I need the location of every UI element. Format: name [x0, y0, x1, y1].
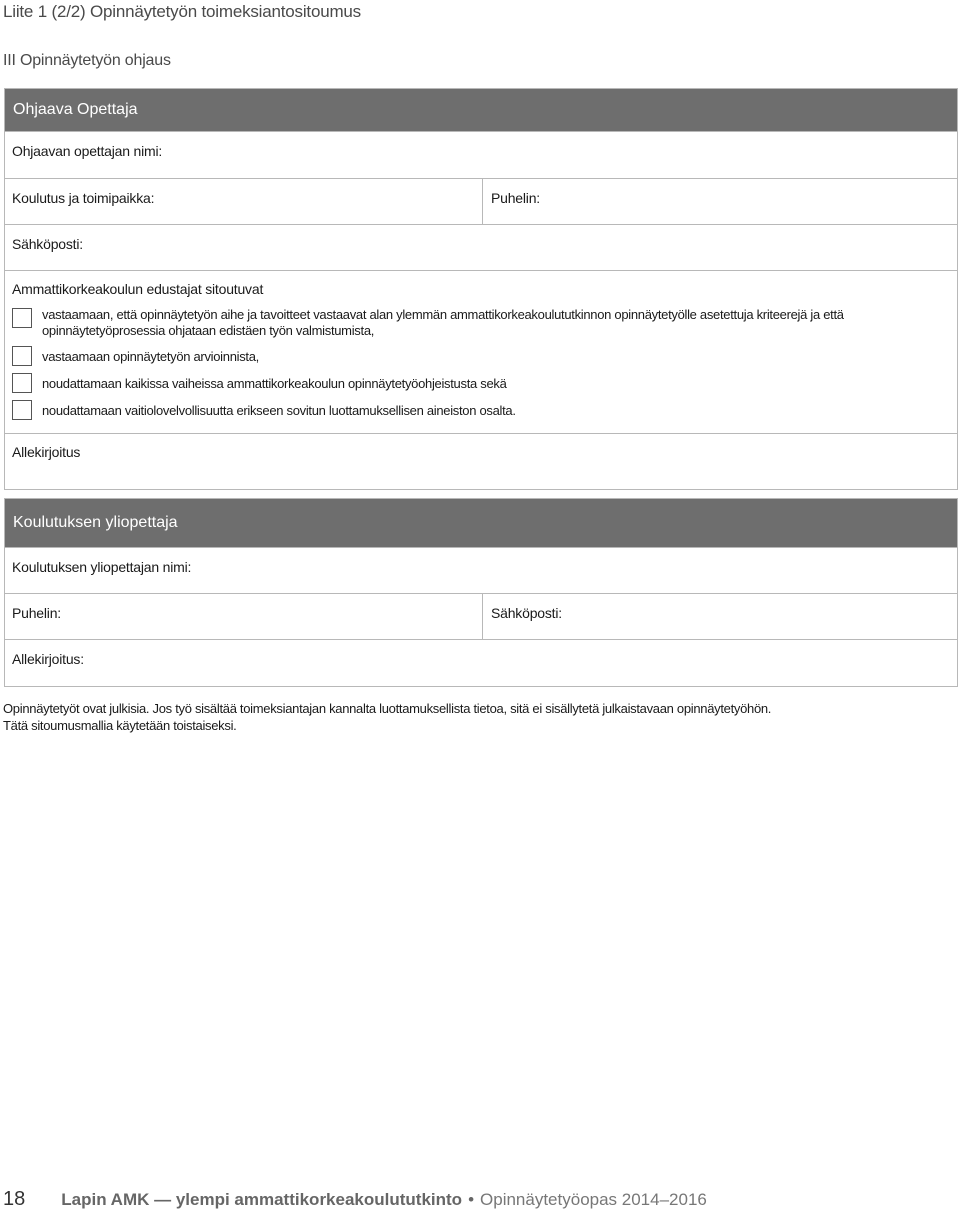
footer-publication: Opinnäytetyöopas 2014–2016 [480, 1190, 707, 1209]
supervisor-email-field[interactable]: Sähköposti: [12, 236, 83, 252]
senior-lecturer-signature-field[interactable]: Allekirjoitus: [12, 651, 84, 667]
page-number: 18 [3, 1188, 26, 1210]
footer-publisher: Lapin AMK — ylempi ammattikorkeakoulututkinto [61, 1190, 463, 1209]
senior-lecturer-header: Koulutuksen yliopettaja [5, 499, 957, 547]
senior-lecturer-name-row [5, 547, 957, 593]
section-title: III Opinnäytetyön ohjaus [3, 52, 171, 69]
commitment-item [12, 345, 957, 366]
supervisor-form [4, 88, 958, 490]
supervisor-email-row [5, 224, 957, 270]
commitment-text: noudattamaan kaikissa vaiheissa ammattikorkeakoulun opinnäytetyöohjeistusta sekä [42, 376, 507, 391]
public-notice-line-2: Tätä sitoumusmallia käytetään toistaiseksi. [3, 718, 237, 733]
commitment-text: vastaamaan opinnäytetyön arvioinnista, [42, 349, 259, 364]
supervisor-name-field[interactable]: Ohjaavan opettajan nimi: [12, 143, 163, 159]
senior-lecturer-contact-row [5, 593, 957, 639]
supervisor-phone-field[interactable]: Puhelin: [491, 190, 540, 206]
public-notice [3, 700, 771, 734]
supervisor-name-row [5, 131, 957, 178]
commitment-checkbox-1[interactable] [12, 308, 32, 328]
commitment-item [12, 399, 957, 420]
supervisor-unit-field[interactable]: Koulutus ja toimipaikka: [5, 179, 483, 224]
senior-lecturer-phone-field[interactable]: Puhelin: [5, 594, 483, 639]
senior-lecturer-name-field[interactable]: Koulutuksen yliopettajan nimi: [12, 559, 192, 575]
senior-lecturer-form [4, 498, 958, 687]
public-notice-line-1: Opinnäytetyöt ovat julkisia. Jos työ sisältää toimeksiantajan kannalta luottamuksellista tietoa, sitä ei sisällytetä julkaistavaan opinnäytetyöhön. [3, 701, 772, 716]
supervisor-header: Ohjaava Opettaja [5, 89, 957, 131]
supervisor-signature-field[interactable]: Allekirjoitus [5, 433, 957, 489]
commitment-item [12, 372, 957, 393]
commitment-checkbox-2[interactable] [12, 346, 32, 366]
document-title: Liite 1 (2/2) Opinnäytetyön toimeksiantositoumus [3, 2, 361, 21]
senior-lecturer-email-field[interactable]: Sähköposti: [491, 605, 562, 621]
page-footer [3, 1188, 707, 1211]
supervisor-unit-row [5, 178, 957, 224]
commitments-intro: Ammattikorkeakoulun edustajat sitoutuvat [12, 281, 264, 297]
footer-separator: • [468, 1190, 475, 1209]
commitments-block [5, 270, 957, 433]
commitment-checkbox-3[interactable] [12, 373, 32, 393]
commitment-text: noudattamaan vaitiolovelvollisuutta erikseen sovitun luottamuksellisen aineiston osalta. [42, 403, 516, 418]
commitment-item [12, 306, 957, 339]
senior-lecturer-signature-row [5, 639, 957, 686]
commitment-checkbox-4[interactable] [12, 400, 32, 420]
commitment-text: vastaamaan, että opinnäytetyön aihe ja tavoitteet vastaavat alan ylemmän ammattikorkeakoulututkinnon opinnäytetyölle asetettuja kriteerejä ja että opinnäytetyöprosessia ohjataan edistäen työn valmistumista, [42, 307, 844, 338]
